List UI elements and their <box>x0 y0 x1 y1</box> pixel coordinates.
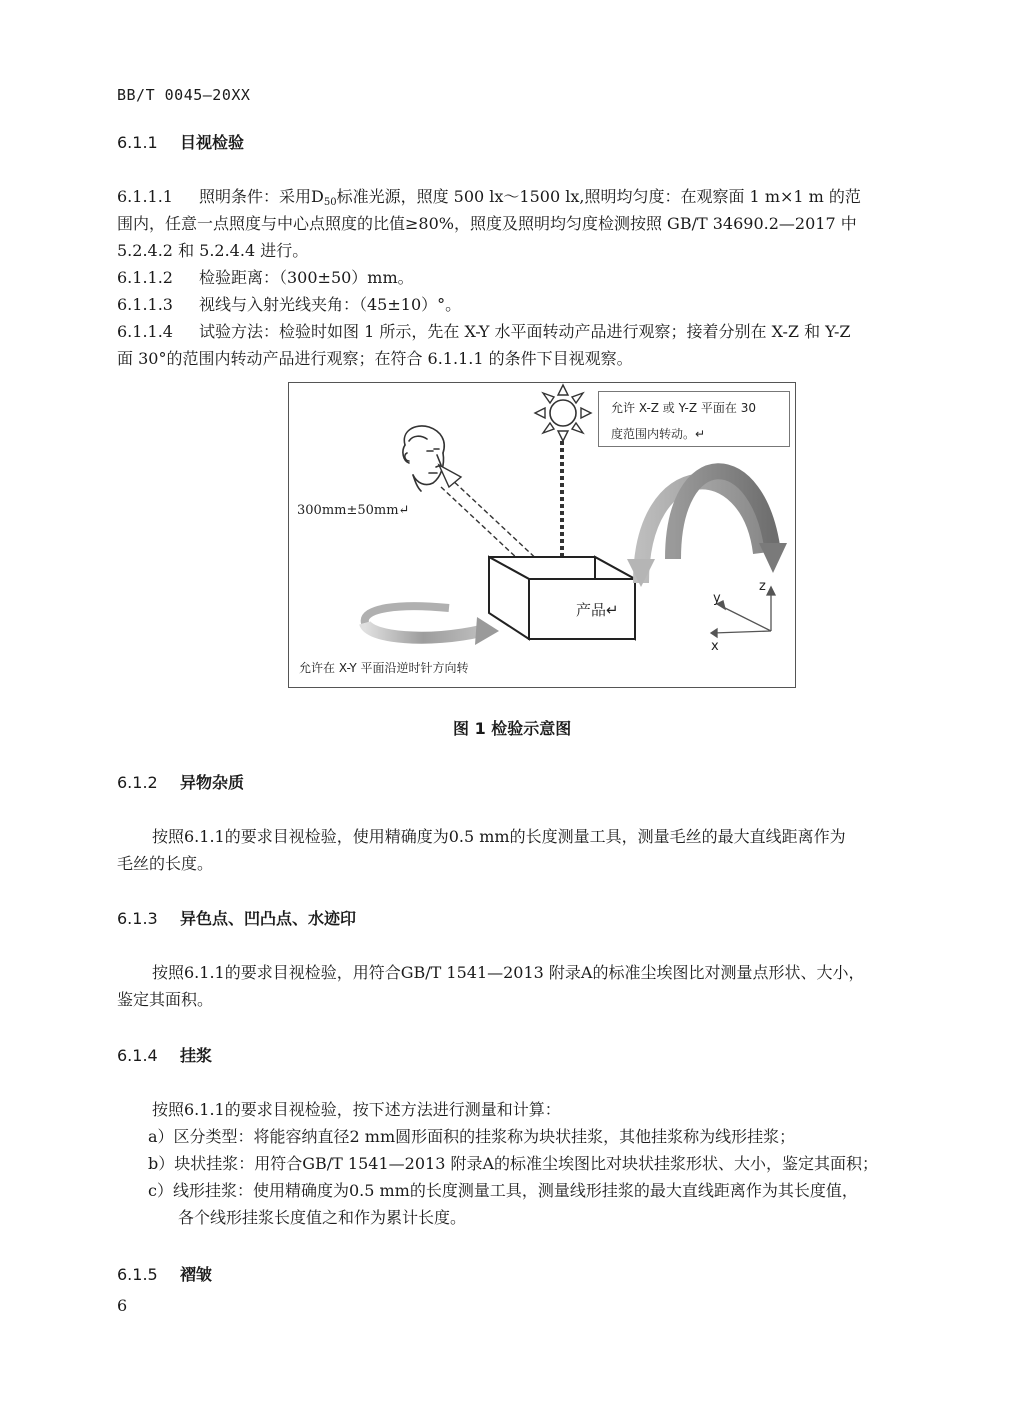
vertical-rotation-arrows <box>627 471 787 587</box>
figure-caption: 图 1 检验示意图 <box>453 719 572 738</box>
section-6-1-3-body-line2: 鉴定其面积。 <box>117 990 214 1009</box>
clause-6-1-1-3 <box>117 292 461 315</box>
clause-number: 6.1.1.3 <box>117 295 173 314</box>
clause-number: 6.1.1.1 <box>117 187 173 206</box>
clause-text: 试验方法：检验时如图 1 所示，先在 X-Y 水平面转动产品进行观察；接着分别在 X-Z 和 Y-Z <box>199 322 851 341</box>
section-number: 6.1.2 <box>117 773 158 792</box>
list-item-a: a）区分类型：将能容纳直径2 mm圆形面积的挂浆称为块状挂浆，其他挂浆称为线形挂浆； <box>148 1127 796 1146</box>
section-number: 6.1.4 <box>117 1046 158 1065</box>
rotation-callout-line2: 度范围内转动。↵ <box>611 427 706 441</box>
section-title: 异色点、凹凸点、水迹印 <box>180 909 357 928</box>
clause-text: 视线与入射光线夹角：（45±10）°。 <box>199 295 462 314</box>
section-6-1-4-heading <box>117 1043 212 1066</box>
page-number: 6 <box>117 1296 128 1315</box>
list-item-b: b）块状挂浆：用符合GB/T 1541—2013 附录A的标准尘埃图比对块状挂浆形状、大小，鉴定其面积； <box>148 1154 879 1173</box>
clause-number: 6.1.1.4 <box>117 322 173 341</box>
clause-6-1-1-2 <box>117 265 414 288</box>
section-6-1-2-heading <box>117 770 244 793</box>
axis-x-label: x <box>711 639 719 654</box>
section-6-1-1-heading <box>117 130 244 153</box>
clause-label: 照明条件：采用 <box>199 187 312 206</box>
product-label: 产品↵ <box>576 601 619 619</box>
section-title: 挂浆 <box>180 1046 213 1065</box>
section-6-1-3-heading <box>117 906 356 929</box>
product-box <box>489 557 635 639</box>
section-6-1-2-body-line2: 毛丝的长度。 <box>117 854 214 873</box>
clause-6-1-1-4-line2: 面 30°的范围内转动产品进行观察；在符合 6.1.1.1 的条件下目视观察。 <box>117 349 633 368</box>
section-title: 褶皱 <box>180 1265 213 1284</box>
document-code: BB/T 0045—20XX <box>117 86 251 104</box>
clause-6-1-1-1-line1 <box>117 184 861 208</box>
inspection-diagram <box>288 382 796 688</box>
section-number: 6.1.5 <box>117 1265 158 1284</box>
distance-label: 300mm±50mm↵ <box>297 503 410 518</box>
clause-6-1-1-1-line2: 围内，任意一点照度与中心点照度的比值≥80%，照度及照明均匀度检测按照 GB/T 34690.2—2017 中 <box>117 214 857 233</box>
clause-text: 检验距离：（300±50）mm。 <box>199 268 414 287</box>
section-6-1-2-body-line1: 按照6.1.1的要求目视检验，使用精确度为0.5 mm的长度测量工具，测量毛丝的最大直线距离作为 <box>152 827 846 846</box>
light-source-subscript: 50 <box>323 197 337 208</box>
rotation-callout-line1: 允许 X-Z 或 Y-Z 平面在 30 <box>611 401 756 415</box>
xy-rotation-label: 允许在 X-Y 平面沿逆时针方向转 <box>299 661 469 675</box>
clause-6-1-1-4-line1 <box>117 319 851 342</box>
section-title: 目视检验 <box>180 133 245 152</box>
section-6-1-3-body-line1: 按照6.1.1的要求目视检验，用符合GB/T 1541—2013 附录A的标准尘埃图比对测量点形状、大小， <box>152 963 865 982</box>
section-6-1-4-intro: 按照6.1.1的要求目视检验，按下述方法进行测量和计算： <box>152 1100 561 1119</box>
section-title: 异物杂质 <box>180 773 245 792</box>
clause-6-1-1-1-line3: 5.2.4.2 和 5.2.4.4 进行。 <box>117 241 309 260</box>
list-item-c-line2: 各个线形挂浆长度值之和作为累计长度。 <box>178 1208 467 1227</box>
axis-z-label: z <box>759 579 766 594</box>
light-source-symbol: D <box>311 187 324 206</box>
clause-number: 6.1.1.2 <box>117 268 173 287</box>
clause-text: 标准光源，照度 500 lx～1500 lx,照明均匀度：在观察面 1 m×1 m 的范 <box>336 187 861 206</box>
section-number: 6.1.1 <box>117 133 158 152</box>
observer-head-icon <box>403 426 444 491</box>
sun-icon <box>535 385 591 441</box>
list-item-c-line1: c）线形挂浆：使用精确度为0.5 mm的长度测量工具，测量线形挂浆的最大直线距离作为其长度值， <box>148 1181 858 1200</box>
axis-y-label: y <box>713 591 721 606</box>
section-number: 6.1.3 <box>117 909 158 928</box>
section-6-1-5-heading <box>117 1262 212 1285</box>
horizontal-rotation-arrow <box>365 606 499 645</box>
